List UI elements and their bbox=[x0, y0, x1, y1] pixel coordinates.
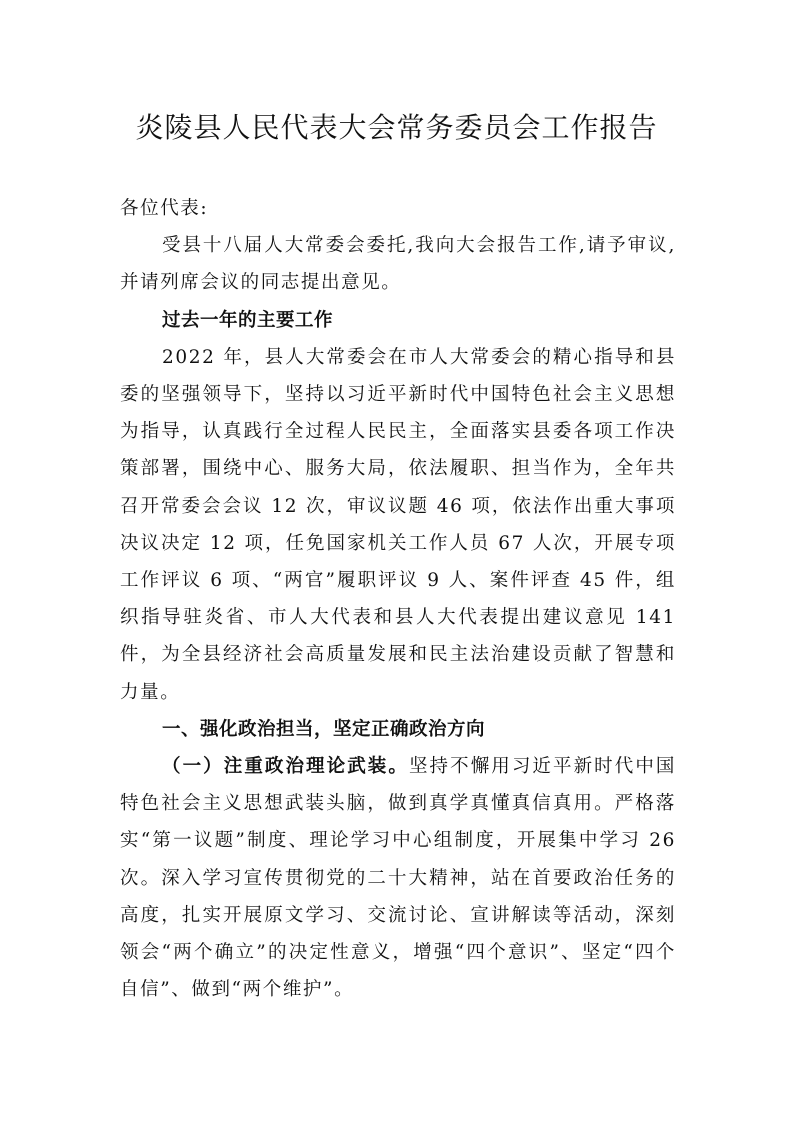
section-heading: 过去一年的主要工作 bbox=[162, 309, 334, 331]
part1-item1-lead: （一）注重政治理论武装。 bbox=[162, 756, 409, 778]
intro-paragraph: 受县十八届人大常委会委托,我向大会报告工作,请予审议,并请列席会议的同志提出意见。 bbox=[120, 235, 676, 294]
part1-heading: 一、强化政治担当，坚定正确政治方向 bbox=[162, 718, 486, 740]
salutation: 各位代表: bbox=[120, 198, 209, 219]
document-body bbox=[120, 190, 676, 1008]
part1-item1-text: 坚持不懈用习近平新时代中国特色社会主义思想武装头脑，做到真学真懂真信真用。严格落实“第一议题”制度、理论学习中心组制度，开展集中学习 26 次。深入学习宣传贯彻党的二十大精神，站在首要政治任务的高度，扎实开展原文学习、交流讨论、宣讲解读等活动，深刻领会“两个确立”的决定性意义，增强“四个意识”、坚定“四个自信”、做到“两个维护”。 bbox=[120, 756, 676, 1001]
part1-item1-paragraph bbox=[120, 748, 676, 1008]
document-title: 炎陵县人民代表大会常务委员会工作报告 bbox=[135, 111, 658, 144]
summary-paragraph: 2022 年，县人大常委会在市人大常委会的精心指导和县委的坚强领导下，坚持以习近平新时代中国特色社会主义思想为指导，认真践行全过程人民民主，全面落实县委各项工作决策部署，围绕中心、服务大局，依法履职、担当作为，全年共召开常委会会议 12 次，审议议题 46 项，依法作出重大事项决议决定 12 项，任免国家机关工作人员 67 人次，开展专项工作评议 6 项、“两官”履职评议 9 人、案件评查 45 件，组织指导驻炎省、市人大代表和县人大代表提出建议意见 141 件，为全县经济社会高质量发展和民主法治建设贡献了智慧和力量。 bbox=[120, 346, 676, 703]
